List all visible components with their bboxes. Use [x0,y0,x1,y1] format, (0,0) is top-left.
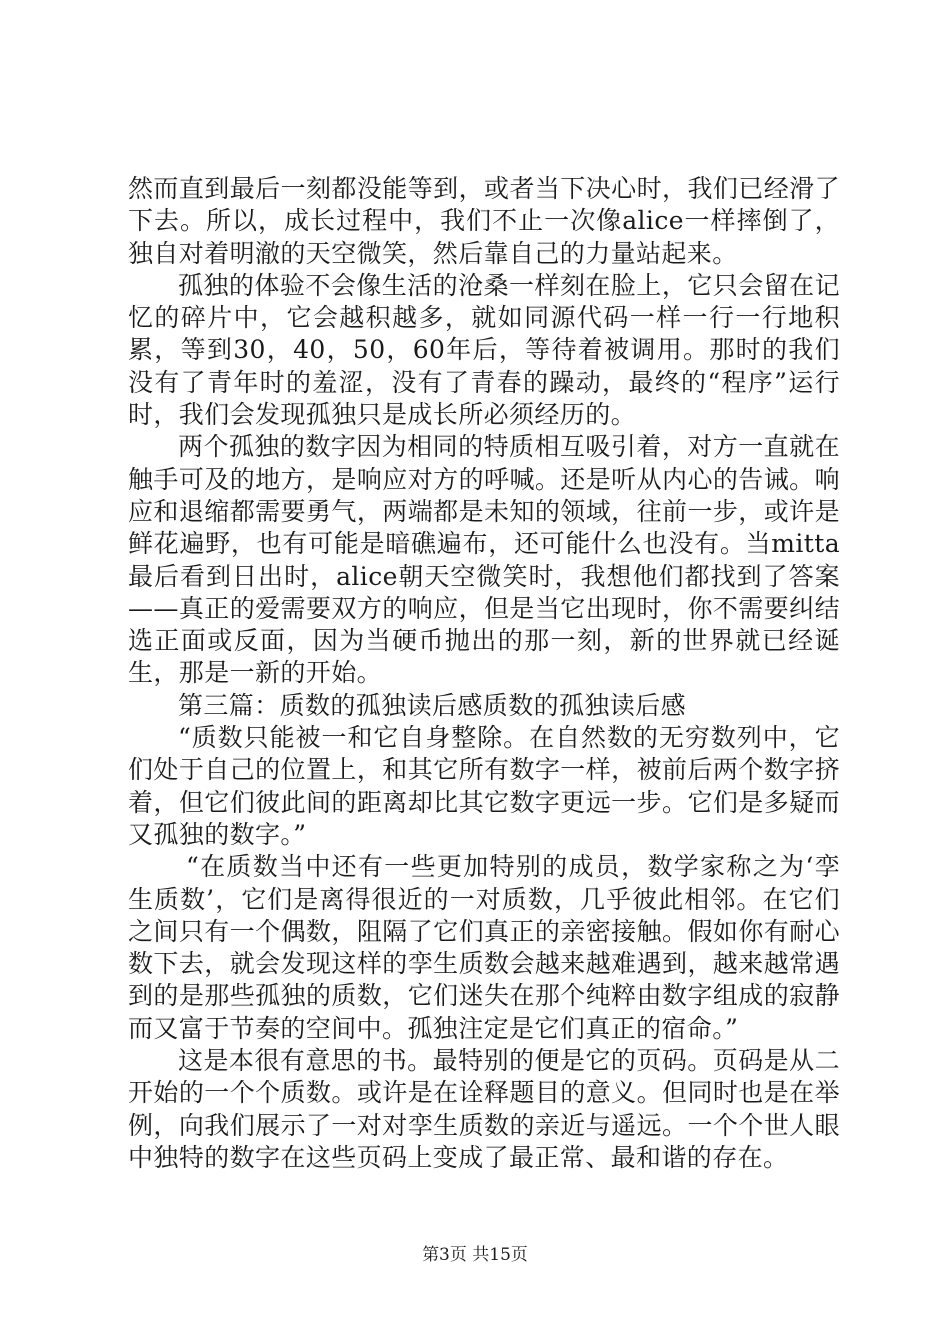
page-footer: 第3页 共15页 [422,1245,528,1265]
quote-twin-primes: “在质数当中还有一些更加特别的成员，数学家称之为‘孪生质数’，它们是离得很近的一对质数，几乎彼此相邻。在它们之间只有一个偶数，阻隔了它们真正的亲密接触。假如你有耐心数下去，就会发现这样的孪生质数会越来越难遇到，越来越常遇到的是那些孤独的质数，它们迷失在那个纯粹由数字组成的寂静而又富于节奏的空间中。孤独注定是它们真正的宿命。” [128,852,840,1043]
paragraph-page-numbers: 这是本很有意思的书。最特别的便是它的页码。页码是从二开始的一个个质数。或许是在诠释题目的意义。但同时也是在举例，向我们展示了一对对孪生质数的亲近与遥远。一个个世人眼中独特的数字在这些页码上变成了最正常、最和谐的存在。 [128,1046,840,1172]
quote-prime-definition: “质数只能被一和它自身整除。在自然数的无穷数列中，它们处于自己的位置上，和其它所有数字一样，被前后两个数字挤着，但它们彼此间的距离却比其它数字更远一步。它们是多疑而又孤独的数字。” [128,723,840,849]
paragraph-two-lonely-numbers: 两个孤独的数字因为相同的特质相互吸引着，对方一直就在触手可及的地方，是响应对方的呼喊。还是听从内心的告诫。响应和退缩都需要勇气，两端都是未知的领域，往前一步，或许是鲜花遍野，也有可能是暗礁遍布，还可能什么也没有。当mitta最后看到日出时，alice朝天空微笑时，我想他们都找到了答案——真正的爱需要双方的响应，但是当它出现时，你不需要纠结选正面或反面，因为当硬币抛出的那一刻，新的世界就已经诞生，那是一新的开始。 [128,432,840,688]
paragraph-continuation: 然而直到最后一刻都没能等到，或者当下决心时，我们已经滑了下去。所以，成长过程中，我们不止一次像alice一样摔倒了，独自对着明澈的天空微笑，然后靠自己的力量站起来。 [128,174,840,268]
section-heading: 第三篇：质数的孤独读后感质数的孤独读后感 [178,690,687,720]
document-body [128,173,840,1174]
paragraph-loneliness-experience: 孤独的体验不会像生活的沧桑一样刻在脸上，它只会留在记忆的碎片中，它会越积越多，就如同源代码一样一行一行地积累，等到30，40，50，60年后，等待着被调用。那时的我们没有了青年时的羞涩，没有了青春的躁动，最终的“程序”运行时，我们会发现孤独只是成长所必须经历的。 [128,270,840,430]
